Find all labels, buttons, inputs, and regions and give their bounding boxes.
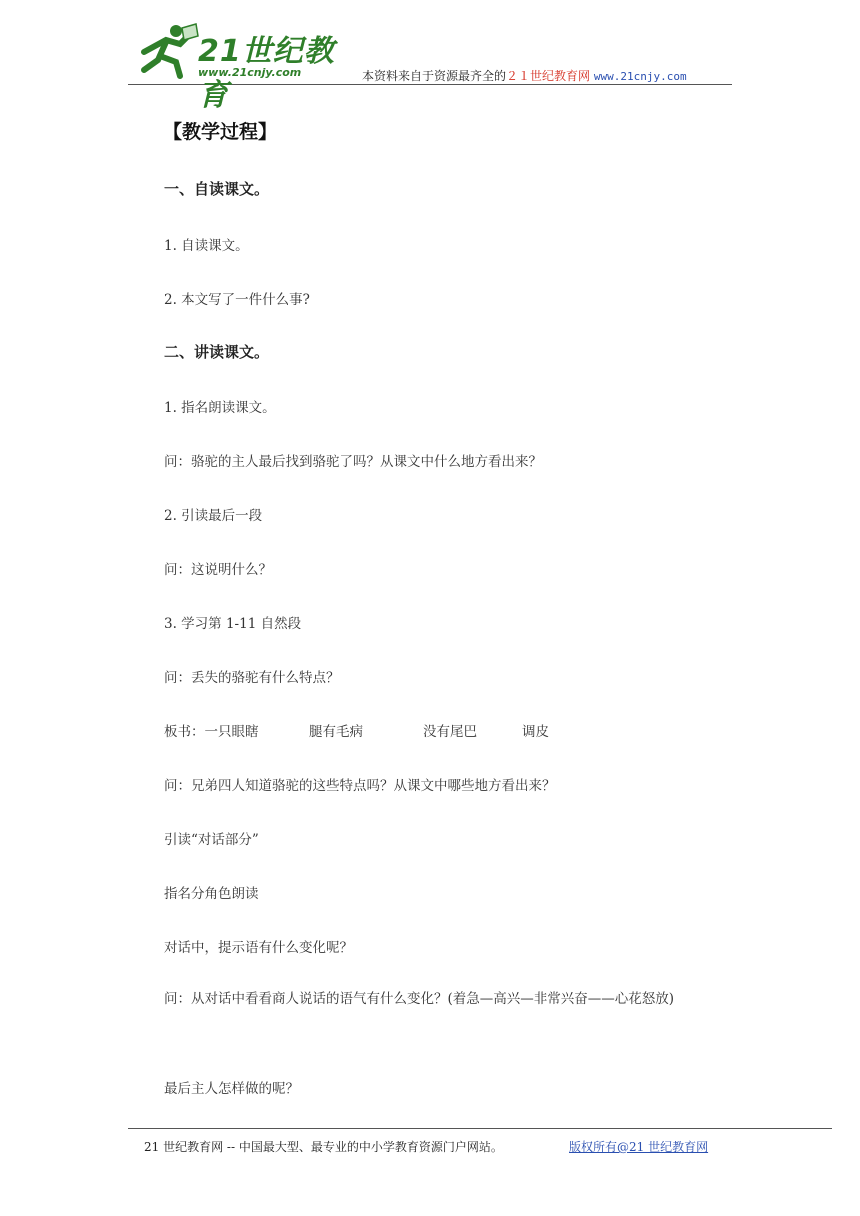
runner-icon	[136, 22, 202, 80]
site-logo[interactable]	[136, 22, 336, 113]
section-heading-self-reading: 一、自读课文。	[164, 180, 270, 198]
paragraph: 问：丢失的骆驼有什么特点？	[164, 670, 340, 686]
source-brand: ２１世纪教育网	[506, 69, 591, 83]
board-item: 腿有毛病	[309, 724, 363, 740]
source-line	[362, 67, 687, 84]
footer-text: 21 世纪教育网 -- 中国最大型、最专业的中小学教育资源门户网站。	[144, 1140, 503, 1154]
paragraph: 对话中，提示语有什么变化呢？	[164, 940, 353, 956]
paragraph: 1. 自读课文。	[164, 238, 249, 254]
paragraph: 问：兄弟四人知道骆驼的这些特点吗？从课文中哪些地方看出来？	[164, 778, 556, 794]
paragraph: 2. 本文写了一件什么事?	[164, 292, 310, 308]
board-label: 板书：一只眼瞎	[164, 724, 259, 740]
page-footer	[128, 1128, 832, 1154]
page-header	[128, 18, 732, 113]
source-prefix: 本资料来自于资源最齐全的	[362, 69, 507, 83]
paragraph: 1. 指名朗读课文。	[164, 400, 276, 416]
section-heading-explain-reading: 二、讲读课文。	[164, 343, 270, 361]
paragraph: 最后主人怎样做的呢？	[164, 1081, 299, 1097]
paragraph: 问：骆驼的主人最后找到骆驼了吗？从课文中什么地方看出来？	[164, 454, 542, 470]
logo-url: www.21cnjy.com	[198, 66, 302, 79]
board-item: 调皮	[522, 724, 549, 740]
board-item: 没有尾巴	[423, 724, 477, 740]
copyright-link[interactable]: 版权所有@21 世纪教育网	[569, 1140, 709, 1154]
logo-text: 21世纪教育	[198, 34, 335, 113]
paragraph: 3. 学习第 1-11 自然段	[164, 616, 302, 632]
source-url-link[interactable]: www.21cnjy.com	[593, 70, 687, 83]
paragraph: 引读“对话部分”	[164, 832, 259, 848]
paragraph: 问：这说明什么？	[164, 562, 272, 578]
page-title: 【教学过程】	[163, 121, 278, 143]
paragraph: 2. 引读最后一段	[164, 508, 263, 524]
paragraph: 问：从对话中看看商人说话的语气有什么变化？(着急—高兴—非常兴奋——心花怒放)	[164, 991, 675, 1007]
paragraph: 指名分角色朗读	[164, 886, 259, 902]
